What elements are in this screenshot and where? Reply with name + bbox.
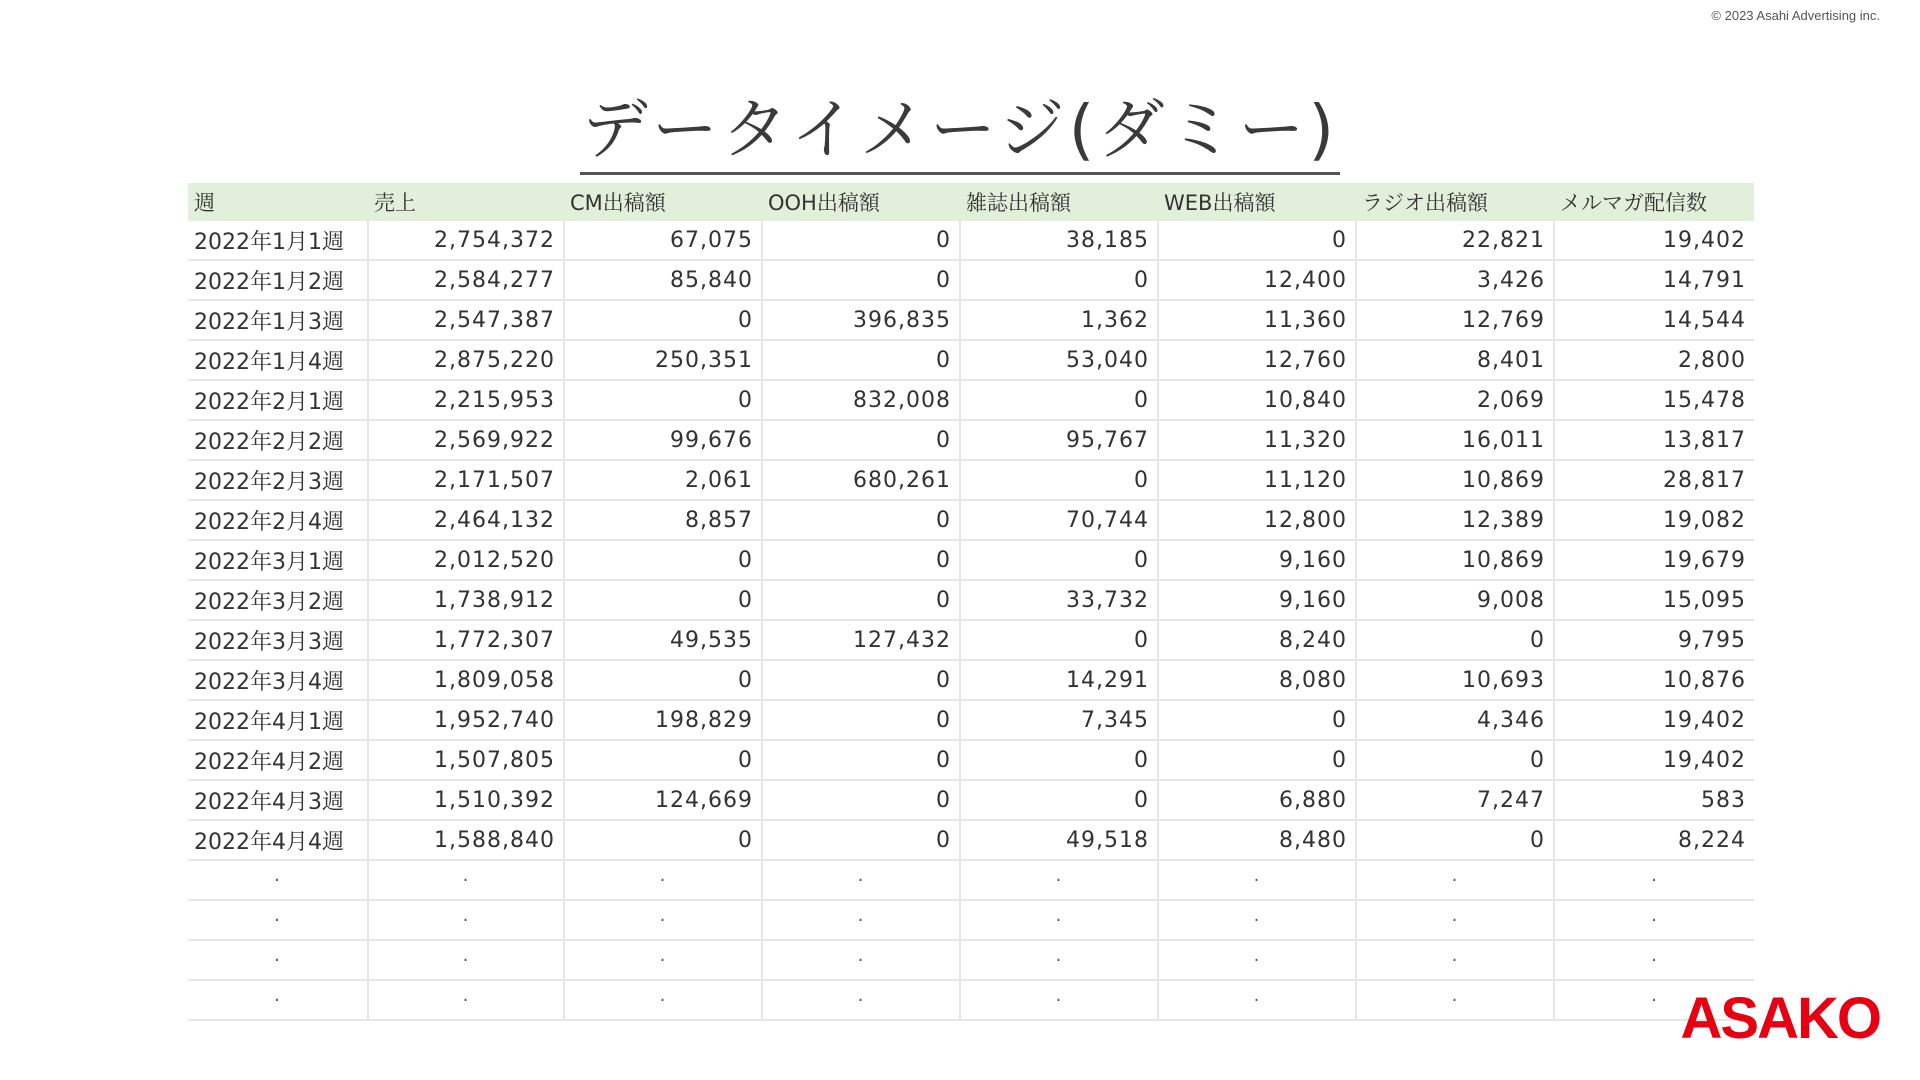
ellipsis-cell: · xyxy=(1554,940,1754,980)
value-cell: 198,829 xyxy=(564,700,762,740)
value-cell: 7,345 xyxy=(960,700,1158,740)
value-cell: 19,402 xyxy=(1554,740,1754,780)
value-cell: 680,261 xyxy=(762,460,960,500)
value-cell: 4,346 xyxy=(1356,700,1554,740)
ellipsis-cell: · xyxy=(960,980,1158,1020)
value-cell: 1,588,840 xyxy=(368,820,564,860)
value-cell: 0 xyxy=(564,540,762,580)
value-cell: 49,535 xyxy=(564,620,762,660)
ellipsis-cell: · xyxy=(188,940,368,980)
value-cell: 2,800 xyxy=(1554,340,1754,380)
value-cell: 95,767 xyxy=(960,420,1158,460)
ellipsis-cell: · xyxy=(1158,860,1356,900)
ellipsis-cell: · xyxy=(1158,980,1356,1020)
ellipsis-row xyxy=(188,940,1754,980)
table-row xyxy=(188,300,1754,340)
value-cell: 2,547,387 xyxy=(368,300,564,340)
value-cell: 53,040 xyxy=(960,340,1158,380)
value-cell: 49,518 xyxy=(960,820,1158,860)
value-cell: 9,795 xyxy=(1554,620,1754,660)
header-ooh: OOH出稿額 xyxy=(762,183,960,221)
value-cell: 10,840 xyxy=(1158,380,1356,420)
ellipsis-cell: · xyxy=(762,980,960,1020)
table-row xyxy=(188,500,1754,540)
value-cell: 0 xyxy=(1158,700,1356,740)
value-cell: 1,507,805 xyxy=(368,740,564,780)
table-row xyxy=(188,420,1754,460)
value-cell: 22,821 xyxy=(1356,221,1554,260)
value-cell: 2,012,520 xyxy=(368,540,564,580)
value-cell: 12,800 xyxy=(1158,500,1356,540)
value-cell: 396,835 xyxy=(762,300,960,340)
week-cell: 2022年4月4週 xyxy=(188,820,368,860)
week-cell: 2022年1月1週 xyxy=(188,221,368,260)
value-cell: 6,880 xyxy=(1158,780,1356,820)
ellipsis-cell: · xyxy=(188,900,368,940)
value-cell: 1,510,392 xyxy=(368,780,564,820)
ellipsis-cell: · xyxy=(564,980,762,1020)
value-cell: 10,869 xyxy=(1356,460,1554,500)
value-cell: 0 xyxy=(762,500,960,540)
ellipsis-cell: · xyxy=(1554,980,1754,1020)
ellipsis-cell: · xyxy=(1554,860,1754,900)
value-cell: 250,351 xyxy=(564,340,762,380)
value-cell: 583 xyxy=(1554,780,1754,820)
header-mailmag: メルマガ配信数 xyxy=(1554,183,1754,221)
ellipsis-cell: · xyxy=(762,900,960,940)
ellipsis-cell: · xyxy=(960,860,1158,900)
value-cell: 0 xyxy=(960,780,1158,820)
value-cell: 10,876 xyxy=(1554,660,1754,700)
header-cm: CM出稿額 xyxy=(564,183,762,221)
ellipsis-cell: · xyxy=(1356,980,1554,1020)
ellipsis-cell: · xyxy=(1356,900,1554,940)
value-cell: 2,569,922 xyxy=(368,420,564,460)
value-cell: 832,008 xyxy=(762,380,960,420)
week-cell: 2022年2月4週 xyxy=(188,500,368,540)
value-cell: 9,160 xyxy=(1158,540,1356,580)
value-cell: 2,171,507 xyxy=(368,460,564,500)
week-cell: 2022年1月4週 xyxy=(188,340,368,380)
value-cell: 124,669 xyxy=(564,780,762,820)
table-header-row xyxy=(188,183,1754,221)
week-cell: 2022年2月1週 xyxy=(188,380,368,420)
week-cell: 2022年3月1週 xyxy=(188,540,368,580)
ellipsis-cell: · xyxy=(1554,900,1754,940)
week-cell: 2022年4月3週 xyxy=(188,780,368,820)
value-cell: 0 xyxy=(1356,820,1554,860)
value-cell: 9,160 xyxy=(1158,580,1356,620)
value-cell: 70,744 xyxy=(960,500,1158,540)
ellipsis-cell: · xyxy=(188,860,368,900)
value-cell: 0 xyxy=(960,260,1158,300)
value-cell: 19,402 xyxy=(1554,700,1754,740)
value-cell: 1,952,740 xyxy=(368,700,564,740)
week-cell: 2022年3月4週 xyxy=(188,660,368,700)
table-row xyxy=(188,580,1754,620)
value-cell: 14,544 xyxy=(1554,300,1754,340)
value-cell: 0 xyxy=(762,340,960,380)
value-cell: 0 xyxy=(762,740,960,780)
value-cell: 38,185 xyxy=(960,221,1158,260)
ellipsis-cell: · xyxy=(1158,940,1356,980)
value-cell: 7,247 xyxy=(1356,780,1554,820)
table-row xyxy=(188,340,1754,380)
table-row xyxy=(188,540,1754,580)
value-cell: 127,432 xyxy=(762,620,960,660)
value-cell: 0 xyxy=(564,740,762,780)
value-cell: 3,426 xyxy=(1356,260,1554,300)
ellipsis-cell: · xyxy=(564,860,762,900)
ellipsis-cell: · xyxy=(368,860,564,900)
ellipsis-cell: · xyxy=(1356,940,1554,980)
value-cell: 0 xyxy=(1356,620,1554,660)
value-cell: 0 xyxy=(1356,740,1554,780)
value-cell: 2,754,372 xyxy=(368,221,564,260)
value-cell: 8,224 xyxy=(1554,820,1754,860)
ellipsis-cell: · xyxy=(960,940,1158,980)
value-cell: 0 xyxy=(1158,221,1356,260)
ellipsis-cell: · xyxy=(960,900,1158,940)
value-cell: 8,401 xyxy=(1356,340,1554,380)
value-cell: 0 xyxy=(564,580,762,620)
ellipsis-cell: · xyxy=(368,940,564,980)
value-cell: 9,008 xyxy=(1356,580,1554,620)
value-cell: 1,738,912 xyxy=(368,580,564,620)
table-row xyxy=(188,660,1754,700)
value-cell: 12,760 xyxy=(1158,340,1356,380)
ellipsis-cell: · xyxy=(1356,860,1554,900)
value-cell: 10,693 xyxy=(1356,660,1554,700)
value-cell: 0 xyxy=(762,221,960,260)
value-cell: 0 xyxy=(762,820,960,860)
value-cell: 0 xyxy=(564,660,762,700)
header-week: 週 xyxy=(188,183,368,221)
header-magazine: 雑誌出稿額 xyxy=(960,183,1158,221)
header-web: WEB出稿額 xyxy=(1158,183,1356,221)
value-cell: 1,362 xyxy=(960,300,1158,340)
value-cell: 2,061 xyxy=(564,460,762,500)
value-cell: 8,240 xyxy=(1158,620,1356,660)
value-cell: 0 xyxy=(564,380,762,420)
value-cell: 11,120 xyxy=(1158,460,1356,500)
table-row xyxy=(188,700,1754,740)
ellipsis-row xyxy=(188,860,1754,900)
asako-logo: ASAKO xyxy=(1680,986,1880,1051)
value-cell: 0 xyxy=(564,820,762,860)
ellipsis-cell: · xyxy=(762,940,960,980)
value-cell: 2,875,220 xyxy=(368,340,564,380)
copyright-notice: © 2023 Asahi Advertising inc. xyxy=(1711,8,1880,23)
value-cell: 1,809,058 xyxy=(368,660,564,700)
value-cell: 11,320 xyxy=(1158,420,1356,460)
value-cell: 0 xyxy=(960,460,1158,500)
value-cell: 14,791 xyxy=(1554,260,1754,300)
value-cell: 2,069 xyxy=(1356,380,1554,420)
week-cell: 2022年4月1週 xyxy=(188,700,368,740)
table-body xyxy=(188,221,1754,1020)
value-cell: 19,679 xyxy=(1554,540,1754,580)
value-cell: 14,291 xyxy=(960,660,1158,700)
value-cell: 0 xyxy=(762,540,960,580)
week-cell: 2022年1月3週 xyxy=(188,300,368,340)
value-cell: 0 xyxy=(960,540,1158,580)
ellipsis-cell: · xyxy=(564,900,762,940)
table-row xyxy=(188,221,1754,260)
value-cell: 2,584,277 xyxy=(368,260,564,300)
ellipsis-cell: · xyxy=(1158,900,1356,940)
week-cell: 2022年2月3週 xyxy=(188,460,368,500)
week-cell: 2022年3月2週 xyxy=(188,580,368,620)
value-cell: 12,389 xyxy=(1356,500,1554,540)
value-cell: 0 xyxy=(762,580,960,620)
value-cell: 12,400 xyxy=(1158,260,1356,300)
week-cell: 2022年4月2週 xyxy=(188,740,368,780)
week-cell: 2022年2月2週 xyxy=(188,420,368,460)
value-cell: 15,478 xyxy=(1554,380,1754,420)
value-cell: 0 xyxy=(960,380,1158,420)
table-row xyxy=(188,620,1754,660)
value-cell: 8,080 xyxy=(1158,660,1356,700)
value-cell: 13,817 xyxy=(1554,420,1754,460)
ellipsis-cell: · xyxy=(368,980,564,1020)
value-cell: 99,676 xyxy=(564,420,762,460)
table-row xyxy=(188,460,1754,500)
value-cell: 0 xyxy=(564,300,762,340)
value-cell: 67,075 xyxy=(564,221,762,260)
value-cell: 15,095 xyxy=(1554,580,1754,620)
value-cell: 11,360 xyxy=(1158,300,1356,340)
value-cell: 8,857 xyxy=(564,500,762,540)
value-cell: 0 xyxy=(1158,740,1356,780)
header-radio: ラジオ出稿額 xyxy=(1356,183,1554,221)
data-table xyxy=(188,183,1754,1021)
ellipsis-row xyxy=(188,900,1754,940)
table-row xyxy=(188,740,1754,780)
value-cell: 8,480 xyxy=(1158,820,1356,860)
week-cell: 2022年3月3週 xyxy=(188,620,368,660)
value-cell: 2,215,953 xyxy=(368,380,564,420)
value-cell: 0 xyxy=(762,660,960,700)
value-cell: 1,772,307 xyxy=(368,620,564,660)
value-cell: 0 xyxy=(960,740,1158,780)
value-cell: 28,817 xyxy=(1554,460,1754,500)
ellipsis-cell: · xyxy=(188,980,368,1020)
week-cell: 2022年1月2週 xyxy=(188,260,368,300)
value-cell: 0 xyxy=(762,260,960,300)
header-sales: 売上 xyxy=(368,183,564,221)
value-cell: 33,732 xyxy=(960,580,1158,620)
value-cell: 19,082 xyxy=(1554,500,1754,540)
value-cell: 85,840 xyxy=(564,260,762,300)
value-cell: 0 xyxy=(960,620,1158,660)
table-row xyxy=(188,380,1754,420)
ellipsis-cell: · xyxy=(762,860,960,900)
value-cell: 12,769 xyxy=(1356,300,1554,340)
value-cell: 16,011 xyxy=(1356,420,1554,460)
value-cell: 10,869 xyxy=(1356,540,1554,580)
value-cell: 0 xyxy=(762,420,960,460)
value-cell: 0 xyxy=(762,700,960,740)
table-row xyxy=(188,820,1754,860)
value-cell: 19,402 xyxy=(1554,221,1754,260)
value-cell: 2,464,132 xyxy=(368,500,564,540)
value-cell: 0 xyxy=(762,780,960,820)
ellipsis-cell: · xyxy=(368,900,564,940)
table-row xyxy=(188,260,1754,300)
ellipsis-cell: · xyxy=(564,940,762,980)
ellipsis-row xyxy=(188,980,1754,1020)
table-row xyxy=(188,780,1754,820)
page-title: データイメージ(ダミー) xyxy=(580,92,1340,175)
